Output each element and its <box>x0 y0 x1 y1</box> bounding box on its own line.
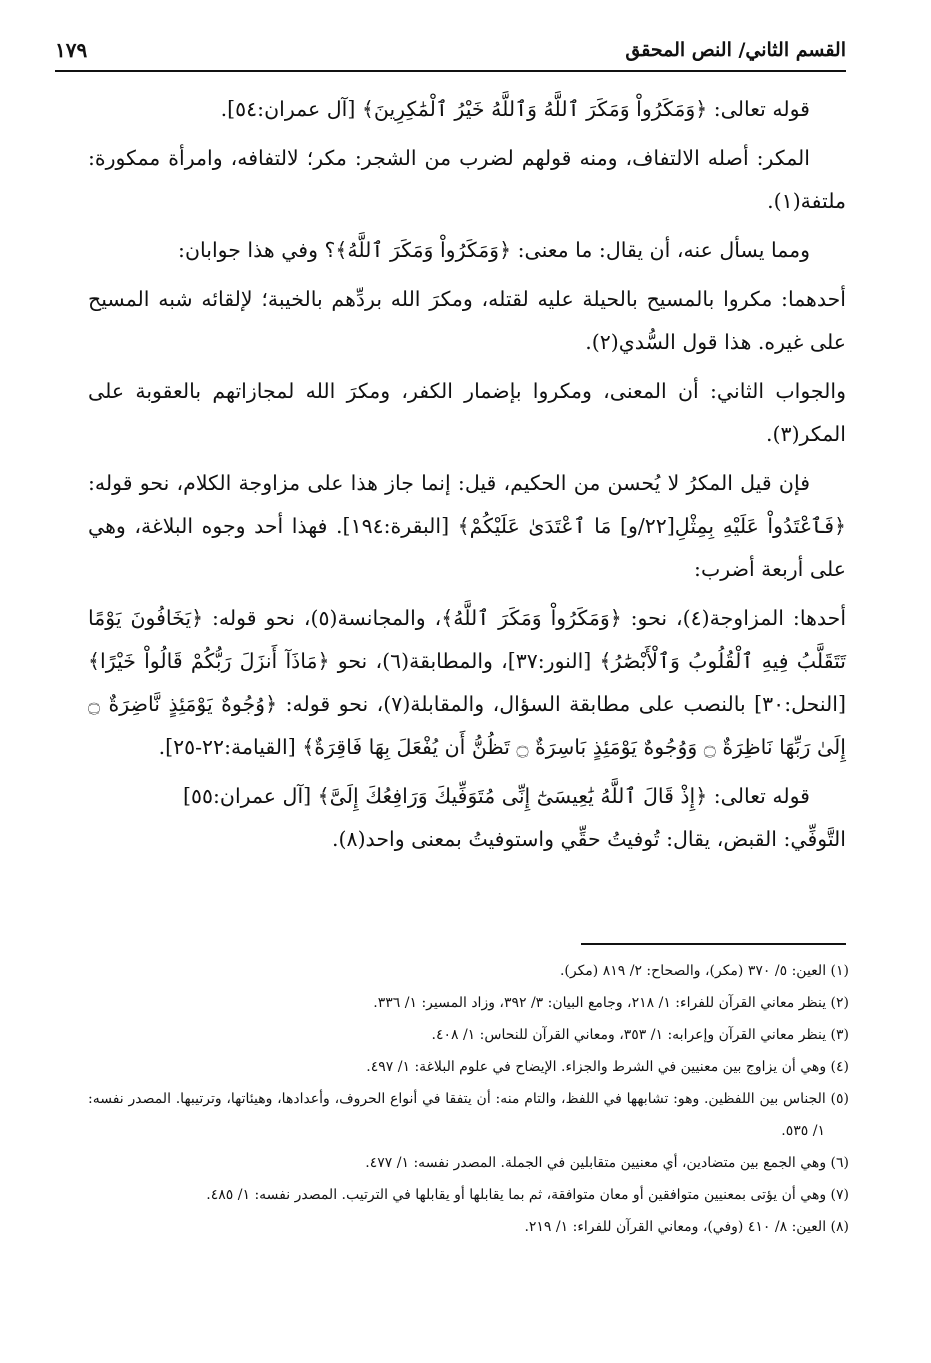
footnotes <box>88 955 849 1243</box>
footnote: (٦) وهي الجمع بين متضادين، أي معنيين متقابلين في الجملة. المصدر نفسه: ١/ ٤٧٧. <box>365 1155 849 1171</box>
footnote-separator <box>581 943 846 945</box>
paragraph-second-answer: والجواب الثاني: أن المعنى، ومكروا بإضمار الكفر، ومكرَ الله لمجازاتهم بالعقوبة على المكر(٣). <box>88 379 846 446</box>
paragraph-first-answer: أحدهما: مكروا بالمسيح بالحيلة عليه لقتله، ومكرَ الله بردِّهم بالخيبة؛ لإلقائه شبه المسيح على غيره. هذا قول السُّدي(٢). <box>88 287 846 354</box>
paragraph-tawaffi: التَّوفِّي: القبض، يقال: تُوفيتُ حقِّي واستوفيتُ بمعنى واحد(٨). <box>332 827 846 851</box>
footnote: (٣) ينظر معاني القرآن وإعرابه: ١/ ٣٥٣، ومعاني القرآن للنحاس: ١/ ٤٠٨. <box>431 1027 849 1043</box>
footnote: (٢) ينظر معاني القرآن للفراء: ١/ ٢١٨، وجامع البيان: ٣/ ٣٩٢، وزاد المسير: ١/ ٣٣٦. <box>373 995 849 1011</box>
footnote: (٧) وهي أن يؤتى بمعنيين متوافقين أو معان متوافقة، ثم بما يقابلها أو يقابلها في الترتيب. المصدر نفسه: ١/ ٤٨٥. <box>206 1187 849 1203</box>
running-title: القسم الثاني/ النص المحقق <box>625 39 846 61</box>
main-text <box>88 88 846 867</box>
paragraph-verse-imran-55: قوله تعالى: ﴿إِذْ قَالَ ٱللَّهُ يَٰعِيسَىٰٓ إِنِّى مُتَوَفِّيكَ وَرَافِعُكَ إِلَىَّ﴾ [آل عمران:٥٥] <box>182 784 810 808</box>
page-number: ١٧٩ <box>55 38 88 62</box>
paragraph-verse-imran-54: قوله تعالى: ﴿وَمَكَرُواْ وَمَكَرَ ٱللَّهُ وَٱللَّهُ خَيْرُ ٱلْمَٰكِرِينَ﴾ [آل عمران:٥٤]. <box>220 97 810 121</box>
footnote: (١) العين: ٥/ ٣٧٠ (مكر)، والصحاح: ٢/ ٨١٩ (مكر). <box>559 963 849 979</box>
paragraph-question: ومما يسأل عنه، أن يقال: ما معنى: ﴿وَمَكَرُواْ وَمَكَرَ ٱللَّهُ﴾؟ وفي هذا جوابان: <box>178 238 810 262</box>
paragraph-rhetoric-types: أحدها: المزاوجة(٤)، نحو: ﴿وَمَكَرُواْ وَمَكَرَ ٱللَّهُ﴾، والمجانسة(٥)، نحو قوله: ﴿يَخَافُونَ يَوْمًا تَتَقَلَّبُ فِيهِ ٱلْقُلُوبُ وَٱلْأَبْصَٰرُ﴾ [النور:٣٧]، والمطابقة(٦)، نحو ﴿مَاذَآ أَنزَلَ رَبُّكُمْ قَالُواْ خَيْرًا﴾ [النحل:٣٠] بالنصب على مطابقة السؤال، والمقابلة(٧)، نحو قوله: ﴿وُجُوهٌ يَوْمَئِذٍ نَّاضِرَةٌ ۝ إِلَىٰ رَبِّهَا نَاظِرَةٌ ۝ وَوُجُوهٌ يَوْمَئِذٍ بَاسِرَةٌ ۝ تَظُنُّ أَن يُفْعَلَ بِهَا فَاقِرَةٌ﴾ [القيامة:٢٢-٢٥]. <box>88 606 847 759</box>
page-header <box>55 30 846 72</box>
footnote: (٤) وهي أن يزاوج بين معنيين في الشرط والجزاء. الإيضاح في علوم البلاغة: ١/ ٤٩٧. <box>366 1059 849 1075</box>
paragraph-makr-definition: المكر: أصله الالتفاف، ومنه قولهم لضرب من الشجر: مكر؛ لالتفافه، وامرأة ممكورة: ملتفة(١). <box>88 146 846 213</box>
footnote: (٨) العين: ٨/ ٤١٠ (وفي)، ومعاني القرآن للفراء: ١/ ٢١٩. <box>524 1219 849 1235</box>
footnote: (٥) الجناس بين اللفظين. وهو: تشابهها في اللفظ، والتام منه: أن يتفقا في أنواع الحروف، وأعدادها، وهيئاتها، وترتيبها. المصدر نفسه: ١/ ٥٣٥. <box>88 1091 849 1139</box>
paragraph-objection: فإن قيل المكرُ لا يُحسن من الحكيم، قيل: إنما جاز هذا على مزاوجة الكلام، نحو قوله: ﴿فَٱعْتَدُواْ عَلَيْهِ بِمِثْلِ[٢٢/و] مَا ٱعْتَدَىٰ عَلَيْكُمْ﴾ [البقرة:١٩٤]. فهذا أحد وجوه البلاغة، وهي على أربعة أضرب: <box>88 471 846 581</box>
